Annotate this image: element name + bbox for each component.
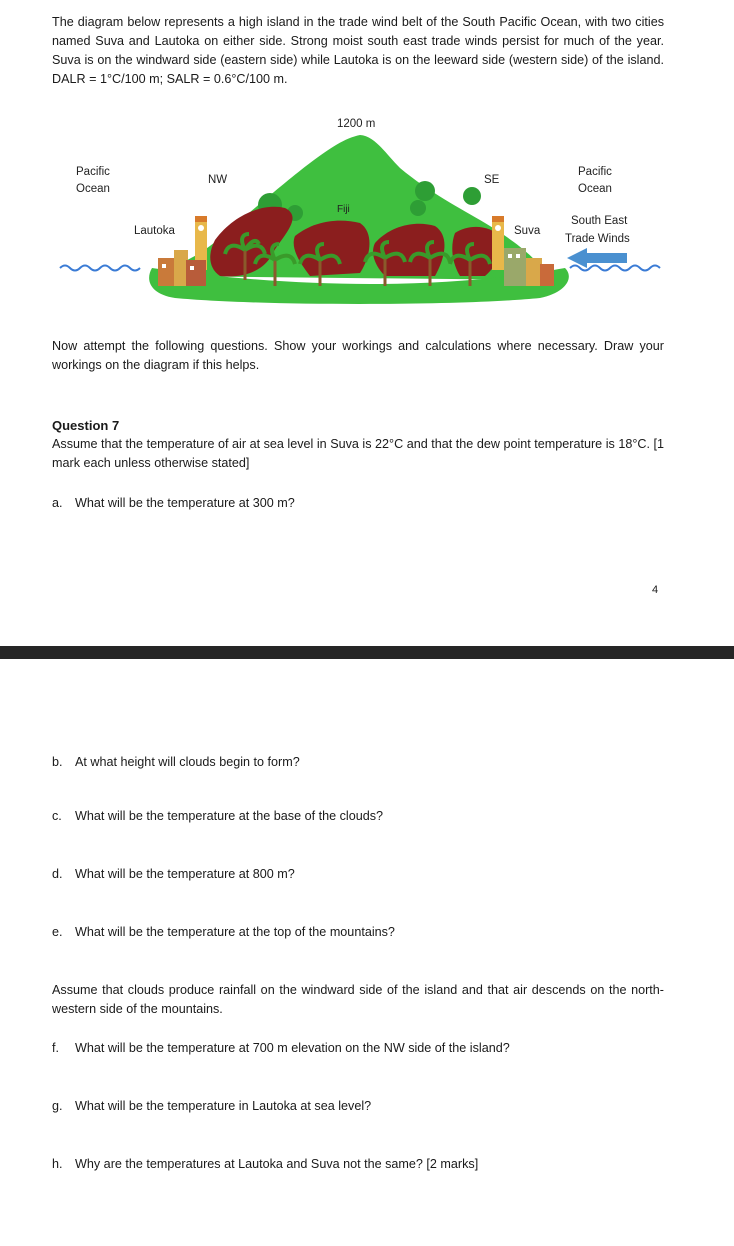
- peak-label: 1200 m: [337, 118, 376, 130]
- question-label: g.: [52, 1099, 63, 1113]
- question-f: [52, 1039, 510, 1058]
- question-text: Why are the temperatures at Lautoka and Suva not the same? [2 marks]: [75, 1157, 479, 1171]
- lautoka-label: Lautoka: [134, 225, 175, 237]
- question-text: What will be the temperature at 300 m?: [75, 496, 295, 510]
- right-ocean-label-1: Pacific: [578, 166, 612, 178]
- question-label: e.: [52, 925, 63, 939]
- instructions: Now attempt the following questions. Show your workings and calculations where necessary. Draw your workings on the diagram if this helps.: [52, 339, 664, 372]
- question-label: a.: [52, 496, 63, 510]
- wind-label-2: Trade Winds: [565, 233, 630, 245]
- question-b: [52, 753, 300, 772]
- question-g: [52, 1097, 371, 1116]
- wind-label-1: South East: [571, 215, 628, 227]
- suva-label: Suva: [514, 225, 541, 237]
- question-e: [52, 923, 395, 942]
- page-number: 4: [652, 584, 659, 596]
- question-text: What will be the temperature at the base of the clouds?: [75, 809, 384, 823]
- left-ocean-label-2: Ocean: [76, 183, 110, 195]
- assumption-paragraph: Assume that clouds produce rainfall on the windward side of the island and that air descends on the north-western side of the mountains.: [52, 983, 664, 1016]
- question-text: What will be the temperature in Lautoka at sea level?: [75, 1099, 372, 1113]
- page-break: [0, 646, 734, 659]
- nw-label: NW: [208, 174, 228, 186]
- question-label: c.: [52, 809, 62, 823]
- question-text: What will be the temperature at 700 m elevation on the NW side of the island?: [75, 1041, 510, 1055]
- question-label: f.: [52, 1041, 59, 1055]
- right-ocean-label-2: Ocean: [578, 183, 612, 195]
- se-label: SE: [484, 174, 500, 186]
- left-ocean-label-1: Pacific: [76, 166, 110, 178]
- waves-left: [60, 266, 140, 271]
- question-text: What will be the temperature at the top of the mountains?: [75, 925, 395, 939]
- question-text: At what height will clouds begin to form?: [75, 755, 300, 769]
- question-c: [52, 807, 383, 826]
- question-a: [52, 494, 295, 513]
- intro-paragraph: The diagram below represents a high island in the trade wind belt of the South Pacific Ocean, with two cities named Suva and Lautoka on either side. Strong moist south east trade winds persist for much of the year. Suva is on the windward side (eastern side) while Lautoka is on the leeward side (western side) of the island. DALR = 1°C/100 m; SALR = 0.6°C/100 m.: [52, 15, 664, 86]
- question-d: [52, 865, 295, 884]
- question-label: d.: [52, 867, 63, 881]
- question-label: h.: [52, 1157, 63, 1171]
- question-h: [52, 1155, 478, 1174]
- question-text: What will be the temperature at 800 m?: [75, 867, 295, 881]
- island-diagram: [40, 108, 680, 308]
- question-title: Question 7: [52, 418, 120, 433]
- question-label: b.: [52, 755, 63, 769]
- fiji-label: Fiji: [337, 204, 350, 215]
- question-intro: Assume that the temperature of air at sea level in Suva is 22°C and that the dew point temperature is 18°C. [1 mark each unless otherwise stated]: [52, 437, 664, 470]
